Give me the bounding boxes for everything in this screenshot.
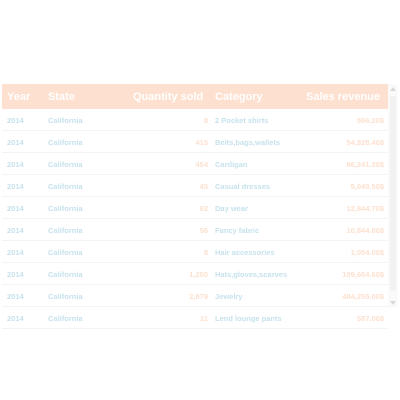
cell-quantity: 8 (203, 248, 208, 257)
cell-year: 2014 (7, 248, 24, 257)
table-row[interactable] (2, 109, 388, 131)
cell-year: 2014 (7, 226, 24, 235)
vertical-scrollbar[interactable] (388, 84, 398, 308)
cell-year: 2014 (7, 138, 24, 147)
table-row[interactable] (2, 197, 388, 219)
cell-quantity: 1,250 (189, 270, 208, 279)
cell-state: California (48, 182, 83, 191)
cell-state: California (48, 116, 83, 125)
cell-category: Cardigan (215, 160, 248, 169)
table-row[interactable] (2, 175, 388, 197)
cell-revenue: 12,844.70$ (346, 204, 384, 213)
cell-revenue: 587.00$ (356, 314, 384, 323)
table-row[interactable] (2, 131, 388, 153)
cell-year: 2014 (7, 314, 24, 323)
cell-category: Fancy fabric (215, 226, 260, 235)
cell-state: California (48, 160, 83, 169)
cell-revenue: 596.20$ (356, 116, 384, 125)
cell-state: California (48, 314, 83, 323)
cell-year: 2014 (7, 292, 24, 301)
header-year[interactable]: Year (7, 91, 31, 103)
cell-quantity: 2,879 (189, 292, 208, 301)
scroll-down-icon[interactable] (390, 301, 396, 305)
cell-state: California (48, 138, 83, 147)
cell-category: Lend lounge pants (215, 314, 282, 323)
table-row[interactable] (2, 219, 388, 241)
cell-revenue: 54,928.40$ (346, 138, 384, 147)
cell-category: Jewelry (215, 292, 243, 301)
scroll-up-icon[interactable] (390, 87, 396, 91)
table-body (2, 109, 388, 329)
cell-state: California (48, 226, 83, 235)
cell-revenue: 484,255.00$ (342, 292, 384, 301)
cell-state: California (48, 204, 83, 213)
cell-year: 2014 (7, 160, 24, 169)
table-row[interactable] (2, 263, 388, 285)
table-header (2, 84, 388, 109)
cell-category: Hats,gloves,scarves (215, 270, 288, 279)
table-row[interactable] (2, 307, 388, 329)
cell-revenue: 5,049.50$ (350, 182, 384, 191)
header-state[interactable]: State (48, 91, 75, 103)
cell-state: California (48, 248, 83, 257)
cell-year: 2014 (7, 116, 24, 125)
cell-revenue: 109,664.60$ (342, 270, 384, 279)
cell-year: 2014 (7, 182, 24, 191)
cell-state: California (48, 270, 83, 279)
cell-category: Belts,bags,wallets (215, 138, 281, 147)
cell-quantity: 11 (200, 314, 208, 323)
scroll-thumb[interactable] (390, 96, 396, 291)
header-sales-revenue[interactable]: Sales revenue (306, 91, 380, 103)
cell-quantity: 45 (199, 182, 208, 191)
cell-quantity: 8 (203, 116, 208, 125)
cell-category: Casual dresses (215, 182, 271, 191)
cell-category: Hair accessories (215, 248, 275, 257)
header-quantity-sold[interactable]: Quantity sold (133, 91, 204, 103)
cell-quantity: 56 (199, 226, 208, 235)
cell-revenue: 1,054.00$ (350, 248, 384, 257)
cell-revenue: 86,241.20$ (346, 160, 384, 169)
cell-category: 2 Pocket shirts (215, 116, 269, 125)
sales-table (2, 84, 398, 323)
cell-year: 2014 (7, 270, 24, 279)
cell-category: Day wear (215, 204, 248, 213)
cell-year: 2014 (7, 204, 24, 213)
table-row[interactable] (2, 153, 388, 175)
table-row[interactable] (2, 285, 388, 307)
table-row[interactable] (2, 241, 388, 263)
cell-quantity: 415 (195, 138, 208, 147)
cell-state: California (48, 292, 83, 301)
header-category[interactable]: Category (215, 91, 263, 103)
cell-quantity: 82 (199, 204, 208, 213)
cell-quantity: 454 (195, 160, 208, 169)
cell-revenue: 10,844.00$ (346, 226, 384, 235)
